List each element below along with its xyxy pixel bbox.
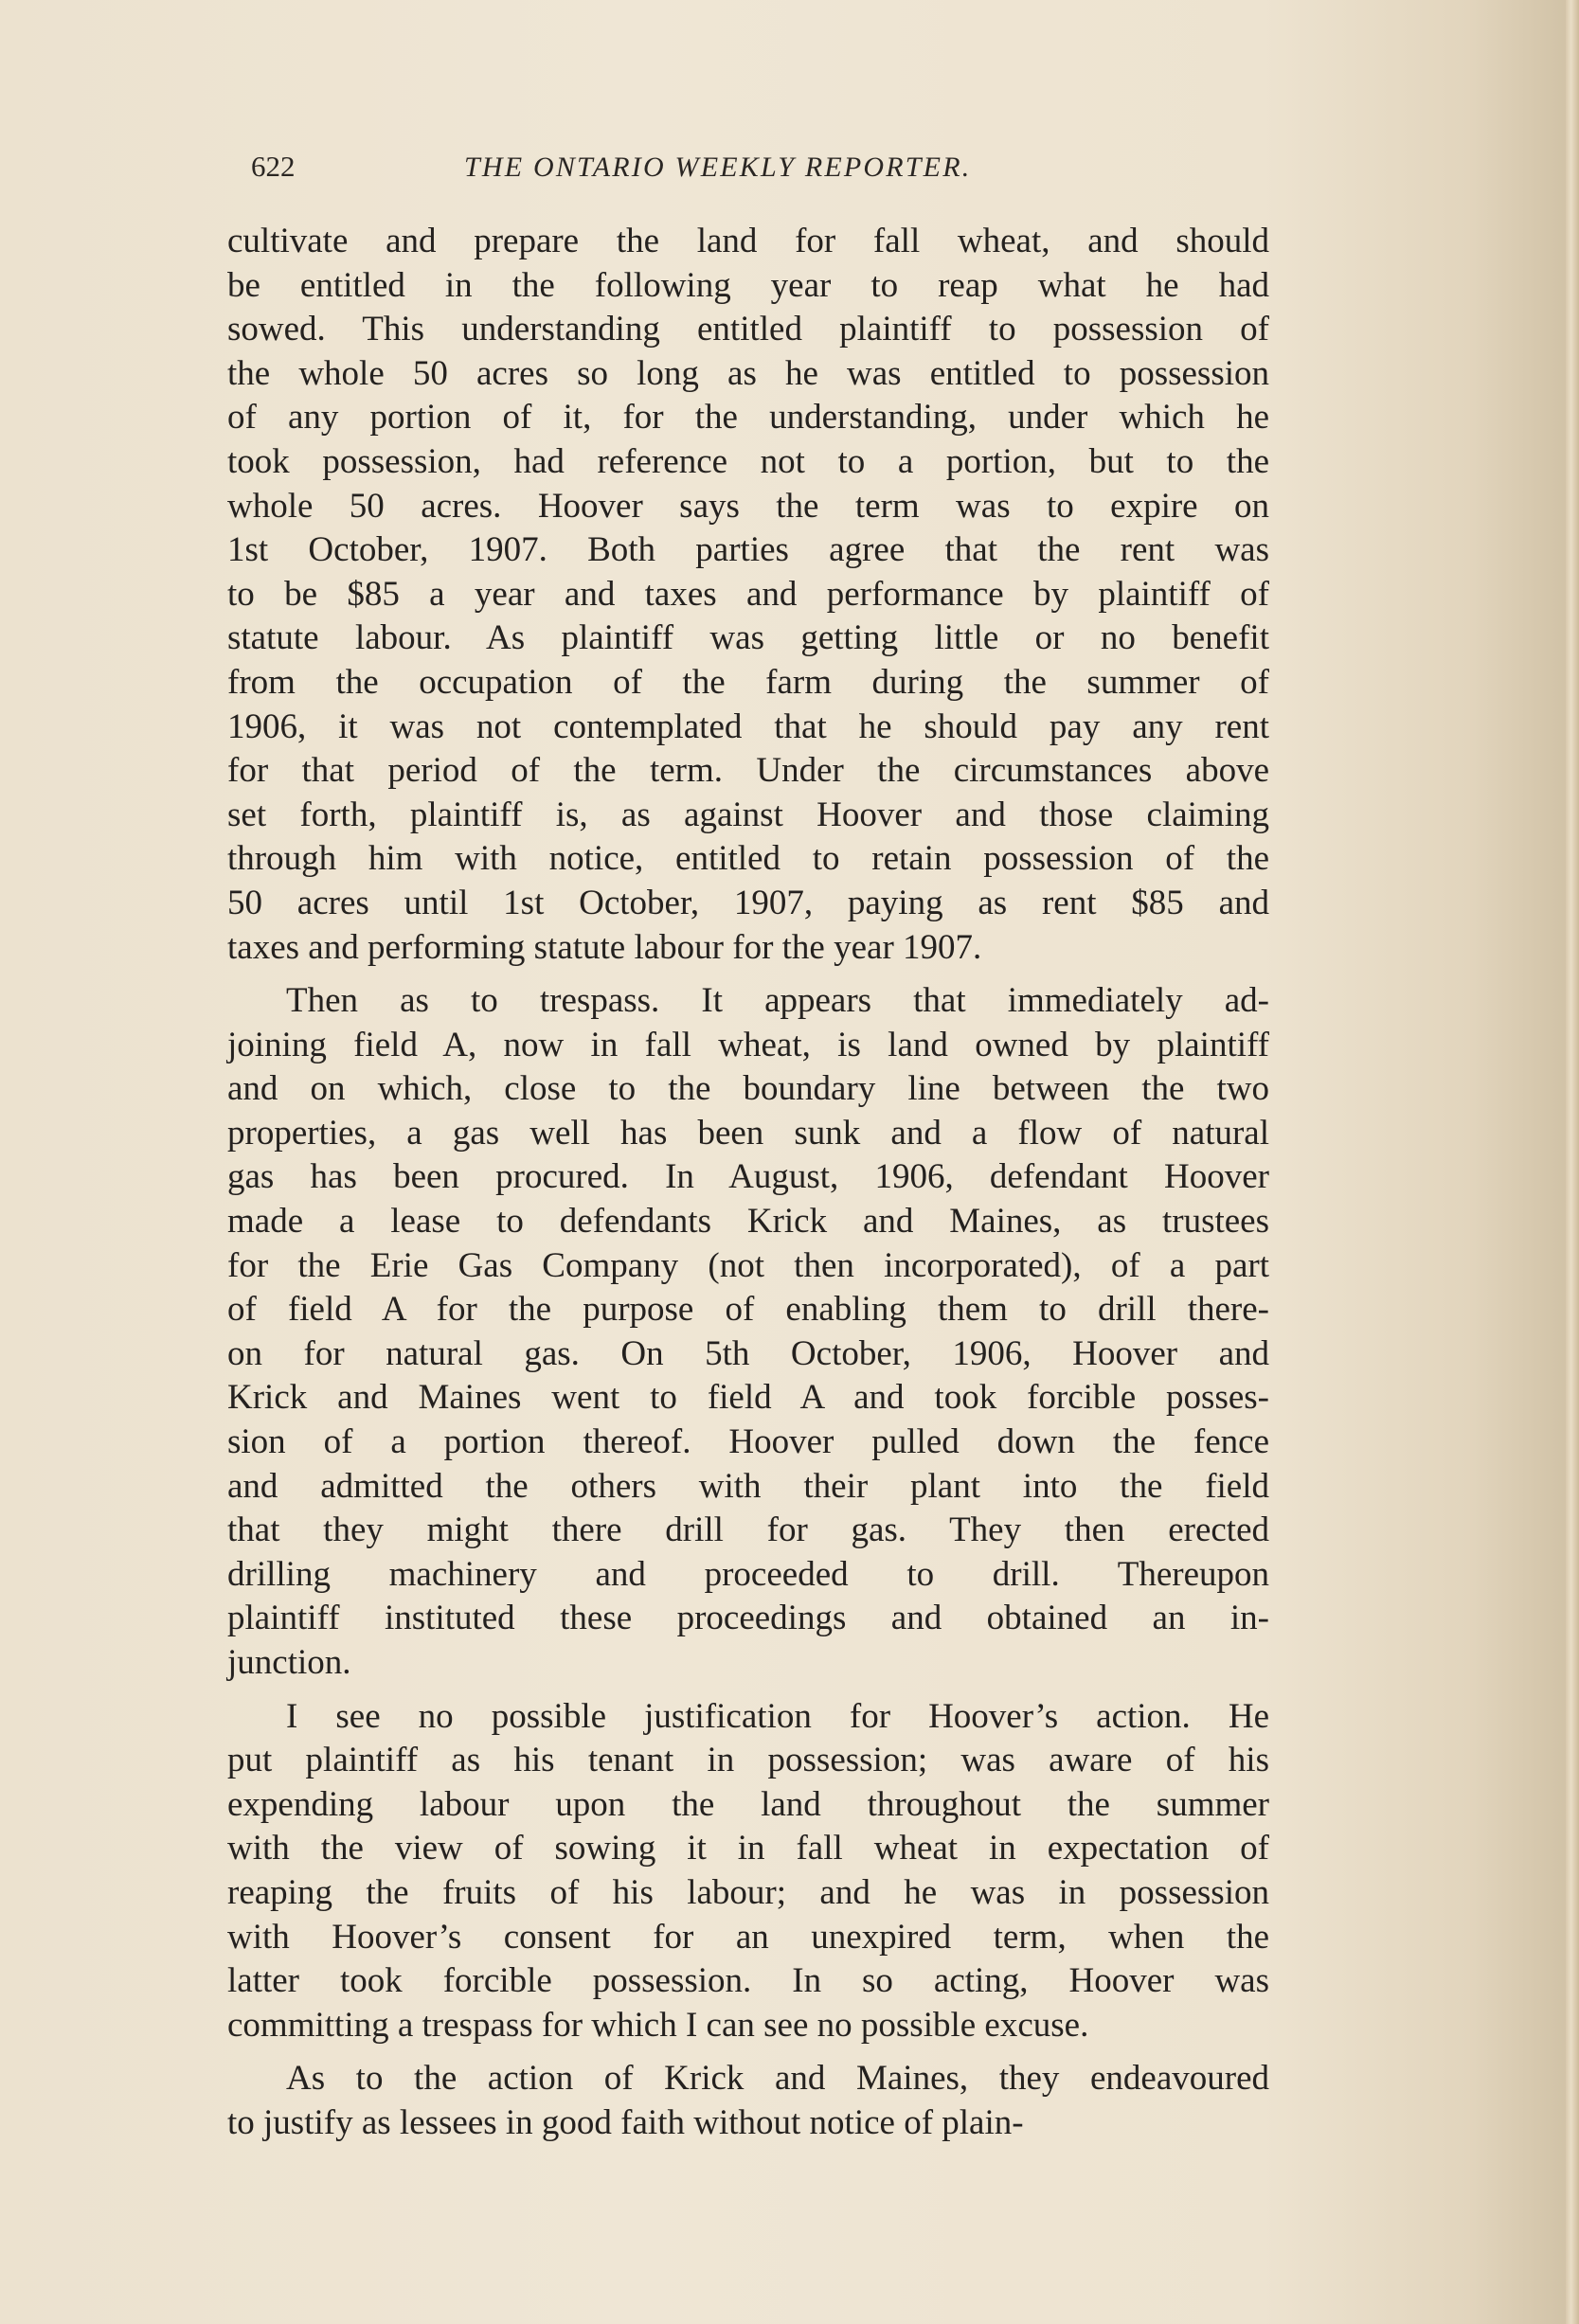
text-line: As to the action of Krick and Maines, they endeavoured xyxy=(286,2059,1269,2099)
text-line: to be $85 a year and taxes and performance by plaintiff of xyxy=(227,574,1269,614)
text-line: taxes and performing statute labour for the year 1907. xyxy=(227,927,982,967)
text-line: plaintiff instituted these proceedings and obtained an in- xyxy=(227,1599,1269,1638)
text-line: of any portion of it, for the understanding, under which he xyxy=(227,398,1269,438)
running-head: THE ONTARIO WEEKLY REPORTER. xyxy=(464,152,972,183)
text-line: whole 50 acres. Hoover says the term was to expire on xyxy=(227,486,1269,526)
text-line: sion of a portion thereof. Hoover pulled down the fence xyxy=(227,1422,1269,1462)
page-header xyxy=(251,150,1104,197)
text-line: junction. xyxy=(227,1643,351,1682)
text-line: 1st October, 1907. Both parties agree that the rent was xyxy=(227,530,1269,570)
text-line: expending labour upon the land throughout the summer xyxy=(227,1784,1269,1824)
text-line: through him with notice, entitled to retain possession of the xyxy=(227,839,1269,879)
text-line: put plaintiff as his tenant in possession; was aware of his xyxy=(227,1741,1269,1780)
paragraph xyxy=(227,1695,1269,2048)
text-line: I see no possible justification for Hoover’s action. He xyxy=(286,1696,1269,1736)
text-line: latter took forcible possession. In so acting, Hoover was xyxy=(227,1961,1269,2001)
text-line: and admitted the others with their plant into the field xyxy=(227,1466,1269,1506)
text-line: made a lease to defendants Krick and Maines, as trustees xyxy=(227,1202,1269,1242)
text-line: with Hoover’s consent for an unexpired term, when the xyxy=(227,1917,1269,1957)
text-line: with the view of sowing it in fall wheat in expectation of xyxy=(227,1829,1269,1868)
text-line: sowed. This understanding entitled plaintiff to possession of xyxy=(227,310,1269,349)
text-line: on for natural gas. On 5th October, 1906, Hoover and xyxy=(227,1333,1269,1373)
text-line: Krick and Maines went to field A and took forcible posses- xyxy=(227,1378,1269,1418)
text-line: from the occupation of the farm during the summer of xyxy=(227,662,1269,702)
text-line: drilling machinery and proceeded to drill. Thereupon xyxy=(227,1554,1269,1594)
paragraph xyxy=(227,220,1269,970)
text-line: joining field A, now in fall wheat, is land owned by plaintiff xyxy=(227,1025,1269,1064)
text-line: that they might there drill for gas. They then erected xyxy=(227,1511,1269,1550)
text-line: for that period of the term. Under the circumstances above xyxy=(227,751,1269,791)
text-line: and on which, close to the boundary line between the two xyxy=(227,1069,1269,1109)
text-line: reaping the fruits of his labour; and he was in possession xyxy=(227,1872,1269,1912)
text-line: set forth, plaintiff is, as against Hoover and those claiming xyxy=(227,795,1269,834)
text-line: the whole 50 acres so long as he was entitled to possession xyxy=(227,353,1269,393)
text-line: gas has been procured. In August, 1906, defendant Hoover xyxy=(227,1157,1269,1197)
text-line: 1906, it was not contemplated that he should pay any rent xyxy=(227,706,1269,746)
text-line: for the Erie Gas Company (not then incorporated), of a part xyxy=(227,1245,1269,1285)
book-spine-edge xyxy=(1566,0,1579,2324)
text-line: properties, a gas well has been sunk and a flow of natural xyxy=(227,1113,1269,1153)
text-line: Then as to trespass. It appears that immediately ad- xyxy=(286,981,1269,1021)
text-line: be entitled in the following year to reap what he had xyxy=(227,265,1269,305)
page-number: 622 xyxy=(251,150,296,183)
text-line: of field A for the purpose of enabling them to drill there- xyxy=(227,1290,1269,1330)
body-text xyxy=(227,220,1269,2155)
text-line: took possession, had reference not to a portion, but to the xyxy=(227,441,1269,481)
text-line: to justify as lessees in good faith without notice of plain- xyxy=(227,2102,1024,2142)
text-line: 50 acres until 1st October, 1907, paying as rent $85 and xyxy=(227,883,1269,922)
text-line: cultivate and prepare the land for fall wheat, and should xyxy=(227,222,1269,260)
text-line: committing a trespass for which I can see no possible excuse. xyxy=(227,2005,1089,2045)
paragraph xyxy=(227,2057,1269,2145)
text-line: statute labour. As plaintiff was getting little or no benefit xyxy=(227,618,1269,658)
paragraph xyxy=(227,979,1269,1686)
